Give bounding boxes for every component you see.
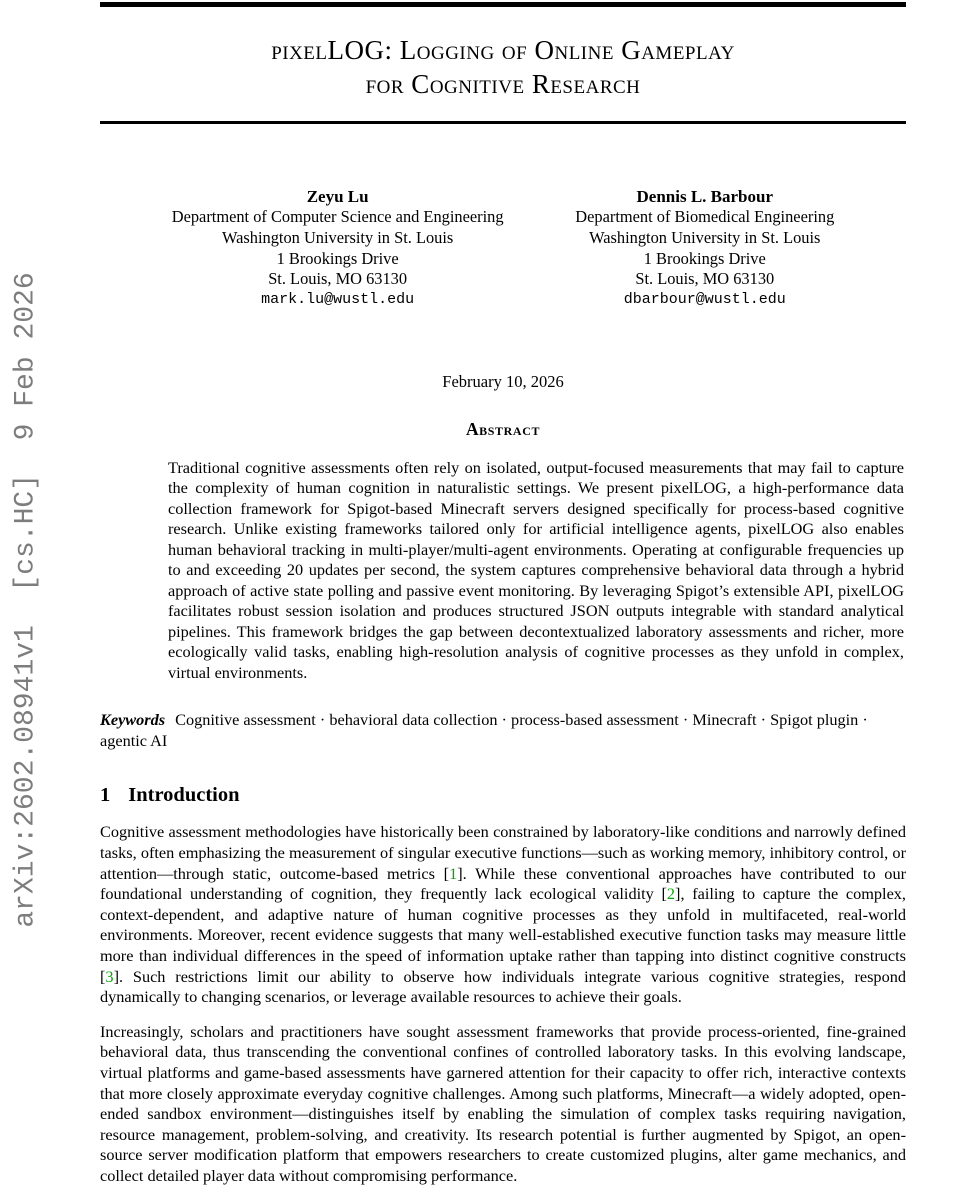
title-rule-bottom (100, 121, 906, 124)
author-name: Zeyu Lu (306, 187, 369, 206)
paragraph-text: ]. While these conventional approaches have contributed to our foundational understanding of cognition, they frequently lack ecological validity [ (100, 863, 906, 904)
arxiv-watermark: arXiv:2602.08941v1 [cs.HC] 9 Feb 2026 (10, 272, 42, 928)
intro-paragraph-1 (100, 822, 906, 1007)
section-1-heading (100, 783, 906, 808)
section-title: Introduction (128, 784, 240, 807)
author-block-1 (172, 186, 504, 311)
author-department: Department of Computer Science and Engineering (171, 207, 504, 226)
author-address: 1 Brookings Drive (643, 248, 766, 268)
section-number: 1 (100, 784, 111, 807)
paper-title-line1: pixelLOG: Logging of Online Gameplay (271, 35, 735, 65)
keywords-line (100, 709, 906, 751)
citation-2-link[interactable]: 2 (666, 884, 676, 904)
intro-paragraph-2: Increasingly, scholars and practitioners have sought assessment frameworks that provide process-oriented, fine-grained behavioral data, thus transcending the conventional confines of controlled laboratory tasks. In this evolving landscape, virtual platforms and game-based assessments have garnered attention for their capacity to offer rich, interactive contexts that more closely approximate everyday cognitive challenges. Among such platforms, Minecraft—a widely adopted, open-ended sandbox environment—distinguishes itself by enabling the simulation of complex tasks requiring navigation, resource management, problem-solving, and creativity. Its research potential is further augmented by Spigot, an open-source server modification platform that empowers researchers to create customized plugins, alter game mechanics, and collect detailed player data without compromising performance. (100, 1021, 906, 1185)
author-email: dbarbour@wustl.edu (623, 291, 786, 309)
author-university: Washington University in St. Louis (221, 227, 454, 247)
abstract-text: Traditional cognitive assessments often rely on isolated, output-focused measurements that may fail to capture the complexity of human cognition in naturalistic settings. We present pixelLOG, a high-performance data collection framework for Spigot-based Minecraft servers designed specifically for process-based cognitive research. Unlike existing frameworks tailored only for artificial intelligence agents, pixelLOG also enables human behavioral tracking in multi-player/multi-agent environments. Operating at configurable frequencies up to and exceeding 20 updates per second, the system captures comprehensive behavioral data through a hybrid approach of active state polling and passive event monitoring. By leveraging Spigot’s extensible API, pixelLOG facilitates robust session isolation and produces structured JSON outputs integrable with standard analytical pipelines. This framework bridges the gap between decontextualized laboratory assessments and richer, more ecologically valid tasks, enabling high-resolution analysis of cognitive processes as they unfold in complex, virtual environments. (168, 457, 904, 682)
author-city: St. Louis, MO 63130 (635, 269, 775, 289)
paragraph-text: ]. Such restrictions limit our ability to observe how individuals integrate various cognitive strategies, respond dynamically to changing scenarios, or leverage available resources to achieve their goals. (100, 966, 906, 1007)
author-university: Washington University in St. Louis (589, 227, 821, 247)
author-address: 1 Brookings Drive (276, 248, 399, 268)
paper-title (100, 33, 906, 101)
paper-date: February 10, 2026 (442, 371, 564, 391)
author-email: mark.lu@wustl.edu (261, 291, 415, 309)
author-row (100, 186, 906, 311)
paragraph-text: Cognitive assessment methodologies have historically been constrained by laboratory-like conditions and narrowly defined tasks, often emphasizing the measurement of singular executive functions—such as working memory, inhibitory control, or attention—through static, outcome-based metrics [ (100, 822, 906, 883)
keywords-label: Keywords (100, 710, 166, 730)
abstract-heading: Abstract (465, 418, 541, 439)
paper-title-line2: for Cognitive Research (365, 69, 641, 99)
author-name: Dennis L. Barbour (636, 187, 774, 206)
author-department: Department of Biomedical Engineering (575, 207, 835, 226)
citation-1-link[interactable]: 1 (449, 863, 458, 883)
paper-content (100, 0, 906, 1187)
title-rule-top (100, 2, 906, 7)
keywords-text: Cognitive assessment · behavioral data collection · process-based assessment · Minecraft · Spigot plugin · agentic AI (100, 710, 868, 751)
author-block-2 (575, 186, 834, 311)
author-city: St. Louis, MO 63130 (268, 269, 408, 289)
citation-3-link[interactable]: 3 (105, 966, 114, 986)
paragraph-text: ], failing to capture the complex, context-dependent, and adaptive nature of human cognitive processes as they unfold in multifaceted, real-world environments. Moreover, recent evidence suggests that many well-established executive function tasks may measure little more than individual differences in the speed of information uptake rather than tapping into distinct cognitive constructs [ (100, 884, 907, 986)
